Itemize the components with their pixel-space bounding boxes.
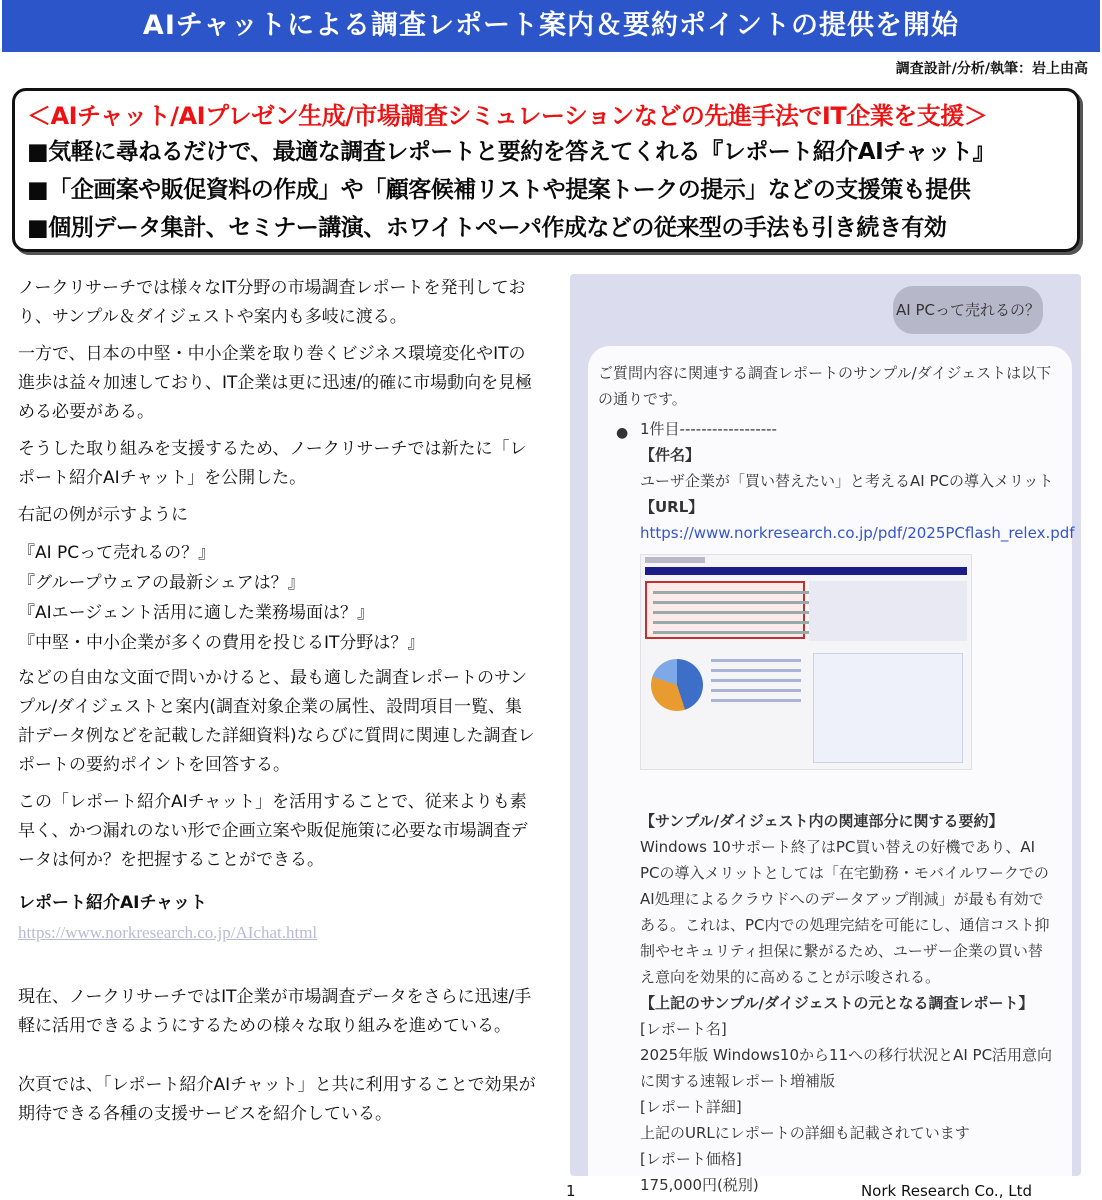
subject-text: ユーザ企業が「買い替えたい」と考えるAI PCの導入メリット [640,472,1054,490]
link-heading: レポート紹介AIチャット [18,893,207,913]
bullet-icon: ● [616,425,629,441]
key-point-1: ■気軽に尋ねるだけで、最適な調査レポートと要約を答えてくれる『レポート紹介AIチャット』 [27,139,995,165]
url-label: 【URL】 [640,498,704,516]
report-thumbnail-image[interactable] [640,554,972,770]
body-text-column [18,274,538,1137]
summary-label: 【サンプル/ダイジェスト内の関連部分に関する要約】 [640,812,1004,830]
company-name: Nork Research Co., Ltd [860,1182,1032,1200]
key-point-3: ■個別データ集計、セミナー講演、ホワイトペーパ作成などの従来型の手法も引き続き有効 [27,215,947,241]
report-name-label: [レポート名] [640,1020,727,1038]
example-questions [18,538,538,658]
body-paragraph: などの自由な文面で問いかけると、最も適した調査レポートのサンプル/ダイジェストと案内(調査対象企業の属性、設問項目一覧、集計データ例などを記載した詳細資料)ならびに質問に関連した調査レポートの要約ポイントを回答する。 [18,668,535,775]
item-number: 1件目------------------ [640,420,777,438]
source-label: 【上記のサンプル/ダイジェストの元となる調査レポート】 [640,994,1034,1012]
example-question: 『グループウェアの最新シェアは？』 [18,573,305,593]
reply-item [640,416,1075,1198]
pie-chart-icon [651,659,703,711]
body-paragraph: そうした取り組みを支援するため、ノークリサーチでは新たに「レポート紹介AIチャット」を公開した。 [18,439,527,488]
body-paragraph: 右記の例が示すように [18,505,188,525]
body-paragraph: ノークリサーチでは様々なIT分野の市場調査レポートを発刊しており、サンプル＆ダイジェストや案内も多岐に渡る。 [18,278,526,327]
reply-intro: ご質問内容に関連する調査レポートのサンプル/ダイジェストは以下の通りです。 [598,364,1052,408]
summary-text: Windows 10サポート終了はPC買い替えの好機であり、AI PCの導入メリットとしては「在宅勤務・モバイルワークでのAI処理によるクラウドへのデータアップ削減」が最も有効である。これは、PC内での処理完結を可能にし、通信コスト抑制やセキュリティ担保に繋がるため、ユーザー企業の買い替え意向を効果的に高めることが示唆される。 [640,838,1050,986]
report-url-link[interactable]: https://www.norkresearch.co.jp/pdf/2025PCflash_relex.pdf [640,524,1075,542]
example-question: 『中堅・中小企業が多くの費用を投じるIT分野は？』 [18,633,425,653]
user-question-bubble: AI PCって売れるの？ [893,286,1043,334]
author-credit: 調査設計/分析/執筆：岩上由高 [895,61,1088,77]
report-name: 2025年版 Windows10から11への移行状況とAI PC活用意向に関する速報レポート増補版 [640,1046,1053,1090]
example-question: 『AIエージェント活用に適した業務場面は？』 [18,603,374,623]
report-detail: 上記のURLにレポートの詳細も記載されています [640,1124,970,1142]
price-value: 175,000円(税別) [640,1176,759,1194]
page-title: AIチャットによる調査レポート案内＆要約ポイントの提供を開始 [2,0,1100,52]
key-points-box [12,88,1080,252]
key-point-2: ■「企画案や販促資料の作成」や「顧客候補リストや提案トークの提示」などの支援策も提供 [27,177,971,203]
body-paragraph: この「レポート紹介AIチャット」を活用することで、従来よりも素早く、かつ漏れのない形で企画立案や販促施策に必要な市場調査データは何か？を把握することができる。 [18,792,528,870]
example-question: 『AI PCって売れるの？』 [18,543,216,563]
body-paragraph: 一方で、日本の中堅・中小企業を取り巻くビジネス環境変化やITの進歩は益々加速しており、IT企業は更に迅速/的確に市場動向を見極める必要がある。 [18,344,533,422]
key-points-headline: ＜AIチャット/AIプレゼン生成/市場調査シミュレーションなどの先進手法でIT企業を支援＞ [27,102,988,130]
report-detail-label: [レポート詳細] [640,1098,742,1116]
body-paragraph: 次頁では、「レポート紹介AIチャット」と共に利用することで効果が期待できる各種の支援サービスを紹介している。 [18,1075,536,1124]
price-label: [レポート価格] [640,1150,742,1168]
subject-label: 【件名】 [640,446,701,464]
line-chart-icon [813,653,963,763]
page-number: 1 [566,1182,576,1200]
body-paragraph: 現在、ノークリサーチではIT企業が市場調査データをさらに迅速/手軽に活用できるようにするための様々な取り組みを進めている。 [18,987,532,1036]
aichat-link[interactable]: https://www.norkresearch.co.jp/AIchat.html [18,923,318,942]
